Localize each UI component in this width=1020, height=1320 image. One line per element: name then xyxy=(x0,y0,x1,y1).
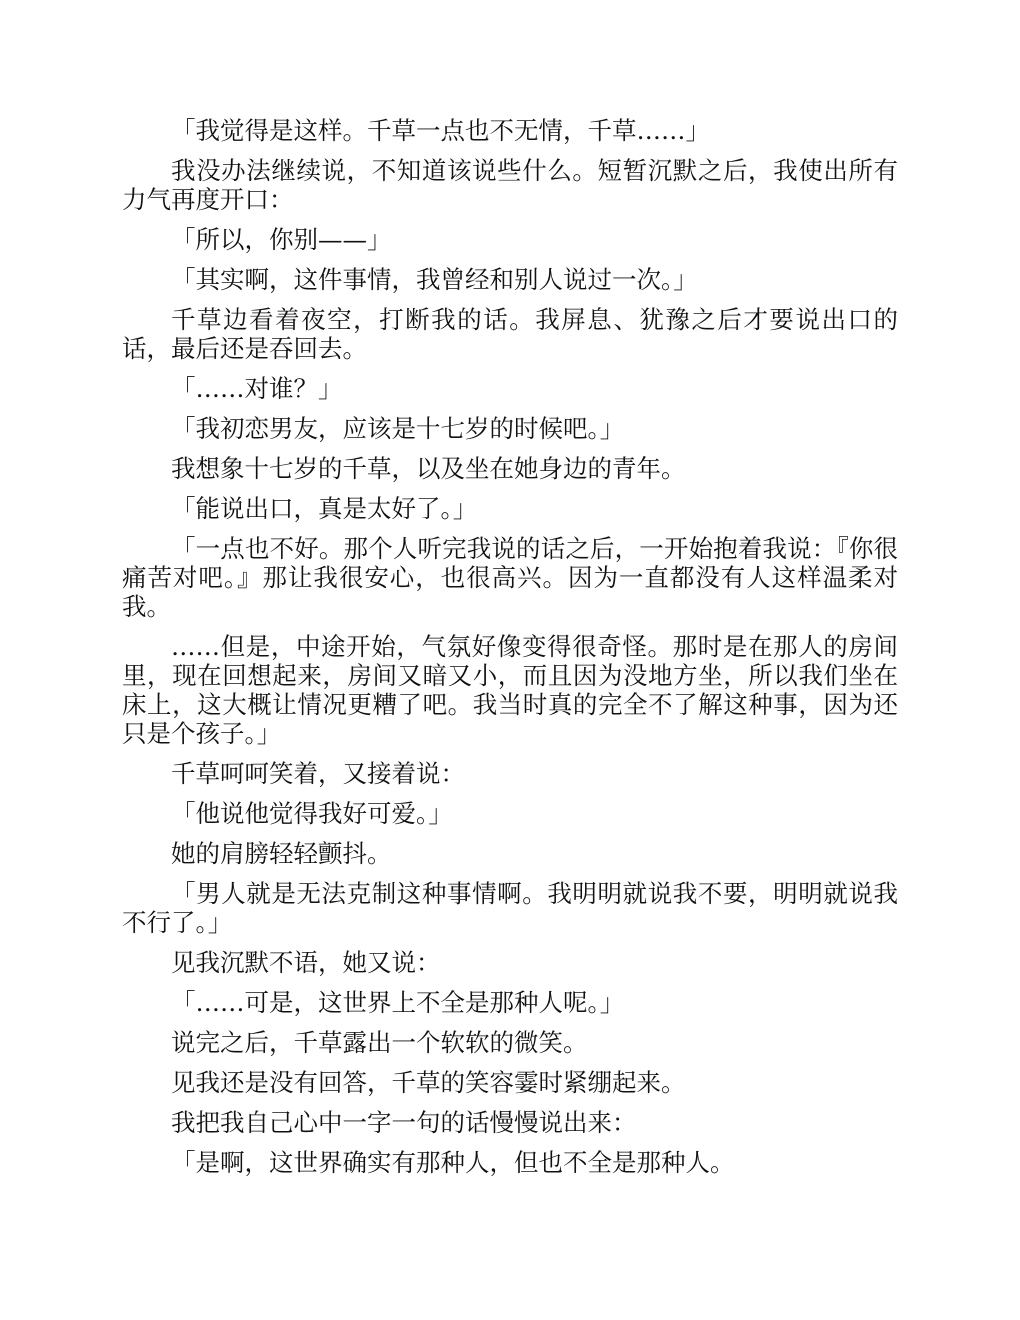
paragraph: 「……对谁？」 xyxy=(171,374,343,403)
paragraph: 见我沉默不语，她又说： xyxy=(171,948,441,977)
paragraph: 我想象十七岁的千草，以及坐在她身边的青年。 xyxy=(171,454,686,483)
paragraph: 「我觉得是这样。千草一点也不无情，千草……」 xyxy=(171,116,710,145)
paragraph: ……但是，中途开始，气氛好像变得很奇怪。那时是在那人的房间里，现在回想起来，房间又暗又小，而且因为没地方坐，所以我们坐在床上，这大概让情况更糟了吧。我当时真的完全不了解这种事，因为还只是个孩子。」 xyxy=(122,632,898,748)
paragraph: 「一点也不好。那个人听完我说的话之后，一开始抱着我说：『你很痛苦对吧。』那让我很安心，也很高兴。因为一直都没有人这样温柔对我。 xyxy=(122,534,898,621)
paragraph: 「男人就是无法克制这种事情啊。我明明就说我不要，明明就说我不行了。」 xyxy=(122,879,898,937)
paragraph: 「我初恋男友，应该是十七岁的时候吧。」 xyxy=(171,414,625,443)
paragraph: 「其实啊，这件事情，我曾经和别人说过一次。」 xyxy=(171,265,698,294)
paragraph: 「能说出口，真是太好了。」 xyxy=(171,494,478,523)
paragraph: 「他说他觉得我好可爱。」 xyxy=(171,799,453,828)
paragraph: 「是啊，这世界确实有那种人，但也不全是那种人。 xyxy=(171,1148,735,1177)
paragraph: 千草边看着夜空，打断我的话。我屏息、犹豫之后才要说出口的话，最后还是吞回去。 xyxy=(122,305,898,363)
paragraph: 千草呵呵笑着，又接着说： xyxy=(171,759,465,788)
document-page xyxy=(122,116,898,1188)
paragraph: 「所以，你别——」 xyxy=(171,225,392,254)
paragraph: 她的肩膀轻轻颤抖。 xyxy=(171,839,392,868)
paragraph: 我把我自己心中一字一句的话慢慢说出来： xyxy=(171,1108,637,1137)
paragraph: 「……可是，这世界上不全是那种人呢。」 xyxy=(171,988,625,1017)
paragraph: 我没办法继续说，不知道该说些什么。短暂沉默之后，我使出所有力气再度开口： xyxy=(122,156,898,214)
paragraph: 见我还是没有回答，千草的笑容霎时紧绷起来。 xyxy=(171,1068,686,1097)
paragraph: 说完之后，千草露出一个软软的微笑。 xyxy=(171,1028,588,1057)
